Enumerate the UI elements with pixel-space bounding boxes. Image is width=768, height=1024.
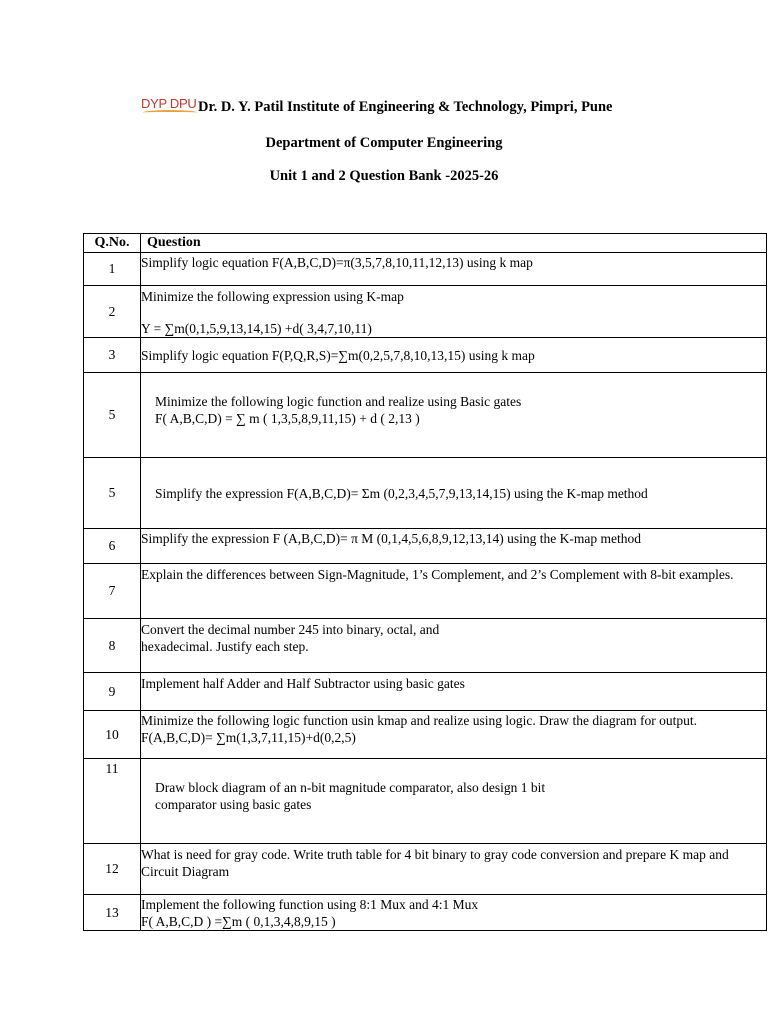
question-line: Simplify logic equation F(P,Q,R,S)=∑m(0,2,5,7,8,10,13,15) using k map <box>141 347 535 363</box>
table-row <box>84 458 767 529</box>
document-title: Unit 1 and 2 Question Bank -2025-26 <box>269 168 499 184</box>
table-row <box>84 673 767 711</box>
question-number: 6 <box>84 529 141 564</box>
question-line: Simplify logic equation F(A,B,C,D)=π(3,5,7,8,10,11,12,13) using k map <box>141 255 533 270</box>
question-line: Convert the decimal number 245 into binary, octal, and <box>141 622 440 637</box>
logo-swoosh <box>143 110 197 115</box>
question-number: 13 <box>84 895 141 931</box>
table-row <box>84 253 767 286</box>
question-line: Simplify the expression F(A,B,C,D)= Σm (0,2,3,4,5,7,9,13,14,15) using the K-map method <box>155 485 648 501</box>
table-row <box>84 286 767 338</box>
question-text <box>141 844 767 895</box>
question-line: F( A,B,C,D ) =∑m ( 0,1,3,4,8,9,15 ) <box>141 914 336 929</box>
question-text <box>141 711 767 759</box>
question-line: Implement the following function using 8:1 Mux and 4:1 Mux <box>141 897 479 912</box>
table-row <box>84 373 767 458</box>
column-header-qno: Q.No. <box>84 234 141 253</box>
question-line: What is need for gray code. Write truth table for 4 bit binary to gray code conversion and prepare K map and Circuit Diagram <box>141 847 729 879</box>
question-line: hexadecimal. Justify each step. <box>141 639 309 654</box>
question-line: Simplify the expression F (A,B,C,D)= π M (0,1,4,5,6,8,9,12,13,14) using the K-map method <box>141 531 642 546</box>
table-row <box>84 564 767 619</box>
table-row <box>84 895 767 931</box>
question-text <box>141 373 767 458</box>
question-text <box>141 759 767 844</box>
table-row <box>84 529 767 564</box>
table-row <box>84 759 767 844</box>
table-header-row <box>84 234 767 253</box>
question-line: Draw block diagram of an n-bit magnitude comparator, also design 1 bit <box>155 780 546 795</box>
question-bank-table <box>83 233 767 931</box>
table-row <box>84 338 767 373</box>
question-number: 9 <box>84 673 141 711</box>
question-line: Implement half Adder and Half Subtractor using basic gates <box>141 676 465 691</box>
question-number: 7 <box>84 564 141 619</box>
question-text <box>141 564 767 619</box>
institute-logo <box>141 96 198 114</box>
question-line: Minimize the following logic function and realize using Basic gates <box>155 394 522 409</box>
question-number: 10 <box>84 711 141 759</box>
question-number: 11 <box>84 759 141 844</box>
question-text <box>141 895 767 931</box>
question-line: Minimize the following expression using K-map <box>141 289 404 304</box>
question-text <box>141 619 767 673</box>
question-text <box>141 338 767 373</box>
question-number: 3 <box>84 338 141 373</box>
question-number: 5 <box>84 458 141 529</box>
table-row <box>84 711 767 759</box>
question-line: F(A,B,C,D)= ∑m(1,3,7,11,15)+d(0,2,5) <box>141 730 356 745</box>
logo-text: DYP DPU <box>141 96 197 111</box>
column-header-question: Question <box>141 234 767 253</box>
question-text <box>141 529 767 564</box>
question-line: comparator using basic gates <box>155 797 312 812</box>
table-row <box>84 619 767 673</box>
question-line: Explain the differences between Sign-Magnitude, 1’s Complement, and 2’s Complement with 8-bit examples. <box>141 567 734 582</box>
question-number: 12 <box>84 844 141 895</box>
question-text <box>141 286 767 338</box>
question-text <box>141 458 767 529</box>
question-line: Y = ∑m(0,1,5,9,13,14,15) +d( 3,4,7,10,11) <box>141 321 372 336</box>
question-text <box>141 253 767 286</box>
department-name: Department of Computer Engineering <box>265 135 503 151</box>
question-line: F( A,B,C,D) = ∑ m ( 1,3,5,8,9,11,15) + d ( 2,13 ) <box>155 411 420 426</box>
question-number: 8 <box>84 619 141 673</box>
question-number: 5 <box>84 373 141 458</box>
table-row <box>84 844 767 895</box>
question-number: 1 <box>84 253 141 286</box>
question-number: 2 <box>84 286 141 338</box>
question-text <box>141 673 767 711</box>
institute-name: Dr. D. Y. Patil Institute of Engineering & Technology, Pimpri, Pune <box>198 99 613 115</box>
question-line: Minimize the following logic function usin kmap and realize using logic. Draw the diagram for output. <box>141 713 697 728</box>
